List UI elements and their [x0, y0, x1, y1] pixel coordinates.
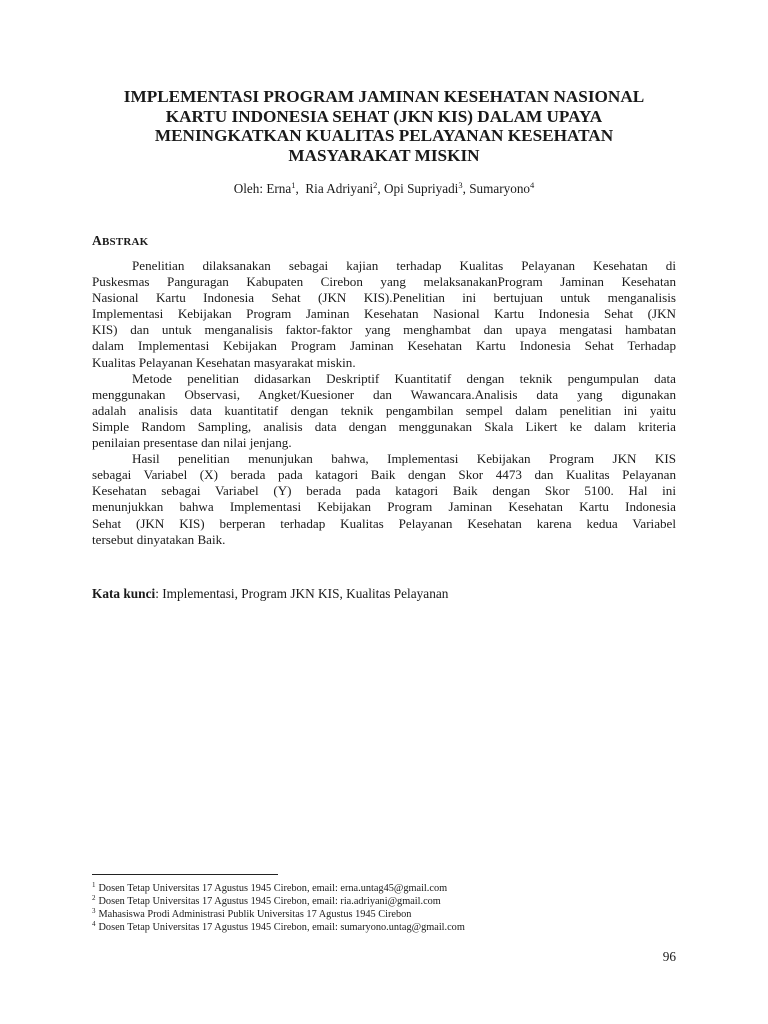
- abstract-line: Kesehatan sebagai Variabel (Y) berada pada katagori Baik dengan Skor 5100. Hal ini: [92, 483, 676, 499]
- abstract-line: dalam Implementasi Kebijakan Program Jaminan Kesehatan Kartu Indonesia Sehat Terhadap: [92, 338, 676, 354]
- author-prefix: Oleh:: [233, 181, 267, 196]
- author-name: Sumaryono: [469, 181, 531, 196]
- footnote: [92, 895, 465, 908]
- footnote-number: 2: [92, 894, 96, 902]
- abstract-line: KIS) dan untuk menganalisis faktor-faktor yang menghambat dan upaya mengatasi hambatan: [92, 322, 676, 338]
- footnote-text: Mahasiswa Prodi Administrasi Publik Universitas 17 Agustus 1945 Cirebon: [98, 909, 412, 920]
- abstract-line: Kualitas Pelayanan Kesehatan masyarakat miskin.: [92, 354, 356, 370]
- author-name: Opi Supriyadi: [383, 181, 459, 196]
- author-footnote-mark: 3: [458, 180, 463, 190]
- abstract-line: Nasional Kartu Indonesia Sehat (JKN KIS).Penelitian ini bertujuan untuk menganalisis: [92, 290, 676, 306]
- title-line: KARTU INDONESIA SEHAT (JKN KIS) DALAM UPAYA: [165, 106, 603, 126]
- footnote-text: Dosen Tetap Universitas 17 Agustus 1945 Cirebon, email: ria.adriyani@gmail.com: [98, 896, 441, 907]
- title-line: IMPLEMENTASI PROGRAM JAMINAN KESEHATAN NASIONAL: [123, 87, 645, 106]
- author-footnote-mark: 1: [291, 180, 296, 190]
- abstract-heading: [92, 233, 148, 249]
- author-separator: ,: [462, 181, 470, 196]
- footnote: [92, 908, 465, 921]
- author-separator: ,: [295, 181, 306, 196]
- abstract-body: [92, 258, 676, 548]
- footnote-divider: [92, 874, 278, 875]
- abstract-line: Sehat (JKN KIS) berperan terhadap Kualitas Pelayanan Kesehatan karena kedua Variabel: [92, 515, 676, 531]
- abstract-line: tersebut dinyatakan Baik.: [92, 531, 226, 547]
- title-line: MENINGKATKAN KUALITAS PELAYANAN KESEHATAN: [154, 126, 614, 145]
- footnotes: [92, 882, 465, 934]
- footnote-text: Dosen Tetap Universitas 17 Agustus 1945 Cirebon, email: sumaryono.untag@gmail.com: [98, 922, 465, 933]
- abstract-line: Metode penelitian didasarkan Deskriptif Kuantitatif dengan teknik pengumpulan data: [132, 370, 676, 386]
- abstract-heading-initial: A: [92, 233, 102, 248]
- abstract-line: Puskesmas Panguragan Kabupaten Cirebon yang melaksanakanProgram Jaminan Kesehatan: [92, 274, 676, 290]
- author-name: Erna: [266, 181, 292, 196]
- footnote-number: 1: [92, 881, 96, 889]
- author-line: [90, 181, 678, 197]
- footnote-number: 3: [92, 907, 96, 915]
- author-separator: ,: [377, 181, 384, 196]
- author-name: Ria Adriyani: [305, 181, 374, 196]
- footnote: [92, 921, 465, 934]
- abstract-line: adalah analisis data kuantitatif dengan teknik pengambilan sempel dalam penelitian ini yaitu: [92, 402, 676, 418]
- abstract-line: sebagai Variabel (X) berada pada katagori Baik dengan Skor 4473 dan Kualitas Pelayanan: [92, 467, 676, 483]
- abstract-line: penilaian presentase dan nilai jenjang.: [92, 435, 292, 451]
- abstract-line: Implementasi Kebijakan Program Jaminan Kesehatan Nasional Kartu Indonesia Sehat (JKN: [92, 306, 676, 322]
- abstract-line: menggunakan Observasi, Angket/Kuesioner dan Wawancara.Analisis data yang digunakan: [92, 386, 676, 402]
- paper-title: [100, 87, 668, 165]
- title-line: MASYARAKAT MISKIN: [288, 145, 480, 165]
- abstract-line: Simple Random Sampling, analisis data dengan menggunakan Skala Likert ke dalam kriteria: [92, 418, 676, 434]
- abstract-line: Hasil penelitian menunjukan bahwa, Implementasi Kebijakan Program JKN KIS: [132, 451, 676, 467]
- footnote: [92, 882, 465, 895]
- footnote-text: Dosen Tetap Universitas 17 Agustus 1945 Cirebon, email: erna.untag45@gmail.com: [98, 883, 448, 894]
- footnote-number: 4: [92, 920, 96, 928]
- author-footnote-mark: 2: [373, 180, 378, 190]
- author-footnote-mark: 4: [530, 180, 535, 190]
- page-number: 96: [662, 949, 676, 964]
- abstract-line: Penelitian dilaksanakan sebagai kajian terhadap Kualitas Pelayanan Kesehatan di: [132, 258, 676, 273]
- keywords: [92, 586, 448, 602]
- abstract-line: menunjukkan bahwa Implementasi Kebijakan Program Jaminan Kesehatan Kartu Indonesia: [92, 499, 676, 515]
- keywords-text: : Implementasi, Program JKN KIS, Kualitas Pelayanan: [155, 586, 449, 601]
- abstract-heading-rest: BSTRAK: [101, 236, 149, 248]
- keywords-label: Kata kunci: [92, 586, 156, 601]
